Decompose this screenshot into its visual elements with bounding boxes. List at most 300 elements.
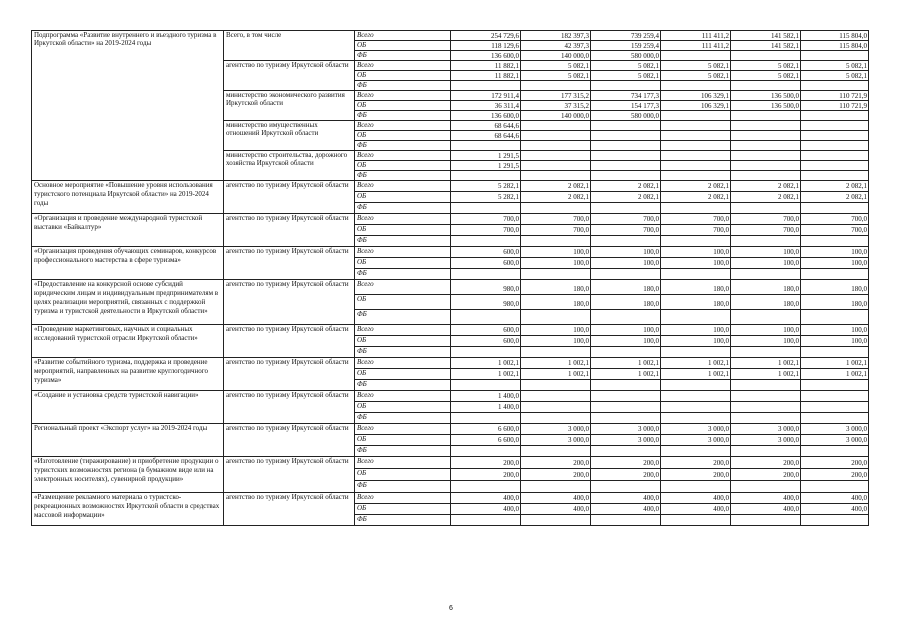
amount-cell: 200,0: [661, 457, 731, 469]
page-number: 6: [449, 605, 453, 612]
measure-name: «Изготовление (тиражирование) и приобретение продукции о туристских возможностях региона (в бумажном виде или на электронных носителях), сувенирной продукции»: [32, 457, 224, 493]
amount-cell: 700,0: [451, 225, 521, 236]
amount-cell: 100,0: [521, 258, 591, 269]
amount-cell: [661, 236, 731, 247]
amount-cell: 36 311,4: [451, 101, 521, 111]
executor-name: агентство по туризму Иркутской области: [224, 391, 355, 424]
amount-cell: 111 411,2: [661, 41, 731, 51]
amount-cell: 110 721,9: [801, 91, 869, 101]
amount-cell: 140 000,0: [521, 51, 591, 61]
amount-cell: 400,0: [731, 493, 801, 504]
amount-cell: 180,0: [521, 280, 591, 295]
amount-cell: [661, 413, 731, 424]
amount-cell: [801, 446, 869, 457]
amount-cell: [801, 121, 869, 131]
amount-cell: 180,0: [521, 295, 591, 310]
amount-cell: [801, 131, 869, 141]
amount-cell: 1 002,1: [661, 369, 731, 380]
funding-source: ФБ: [355, 413, 451, 424]
amount-cell: 200,0: [451, 457, 521, 469]
executor-name: агентство по туризму Иркутской области: [224, 280, 355, 325]
amount-cell: 3 000,0: [731, 424, 801, 435]
funding-source: Всего: [355, 457, 451, 469]
funding-source: ФБ: [355, 203, 451, 214]
amount-cell: 1 002,1: [451, 369, 521, 380]
amount-cell: 3 000,0: [591, 424, 661, 435]
amount-cell: [731, 151, 801, 161]
amount-cell: 1 002,1: [801, 358, 869, 369]
amount-cell: 11 882,1: [451, 71, 521, 81]
amount-cell: [661, 269, 731, 280]
amount-cell: 141 582,1: [731, 41, 801, 51]
amount-cell: [521, 380, 591, 391]
funding-source: ФБ: [355, 236, 451, 247]
amount-cell: [451, 515, 521, 526]
amount-cell: [521, 347, 591, 358]
amount-cell: 3 000,0: [801, 424, 869, 435]
amount-cell: 180,0: [731, 280, 801, 295]
amount-cell: 5 082,1: [731, 61, 801, 71]
funding-source: ОБ: [355, 504, 451, 515]
amount-cell: 700,0: [801, 225, 869, 236]
amount-cell: 6 600,0: [451, 435, 521, 446]
funding-source: ОБ: [355, 435, 451, 446]
amount-cell: 3 000,0: [521, 424, 591, 435]
funding-source: ОБ: [355, 402, 451, 413]
funding-source: Всего: [355, 214, 451, 225]
amount-cell: 100,0: [521, 336, 591, 347]
amount-cell: 3 000,0: [801, 435, 869, 446]
amount-cell: [661, 81, 731, 91]
table-row: [32, 214, 869, 225]
amount-cell: 1 002,1: [661, 358, 731, 369]
amount-cell: 110 721,9: [801, 101, 869, 111]
amount-cell: [591, 121, 661, 131]
amount-cell: 2 082,1: [801, 192, 869, 203]
amount-cell: [731, 203, 801, 214]
amount-cell: [451, 380, 521, 391]
amount-cell: 2 082,1: [521, 192, 591, 203]
funding-source: ОБ: [355, 469, 451, 481]
amount-cell: [521, 171, 591, 181]
amount-cell: 1 002,1: [591, 358, 661, 369]
funding-source: ФБ: [355, 310, 451, 325]
amount-cell: [731, 402, 801, 413]
amount-cell: [661, 380, 731, 391]
funding-source: Всего: [355, 121, 451, 131]
amount-cell: 118 129,6: [451, 41, 521, 51]
amount-cell: [521, 236, 591, 247]
amount-cell: 700,0: [801, 214, 869, 225]
amount-cell: 980,0: [451, 280, 521, 295]
amount-cell: [731, 347, 801, 358]
amount-cell: [801, 81, 869, 91]
amount-cell: [801, 151, 869, 161]
measure-name: «Развитие событийного туризма, поддержка и проведение мероприятий, направленных на развитие круглогодичного туризма»: [32, 358, 224, 391]
amount-cell: [521, 81, 591, 91]
measure-name: «Организация и проведение международной туристской выставки «Байкалтур»: [32, 214, 224, 247]
amount-cell: 180,0: [801, 295, 869, 310]
amount-cell: [731, 515, 801, 526]
amount-cell: 600,0: [451, 258, 521, 269]
funding-source: ФБ: [355, 481, 451, 493]
amount-cell: 2 082,1: [661, 181, 731, 192]
amount-cell: [591, 141, 661, 151]
amount-cell: 700,0: [731, 214, 801, 225]
table-row: [32, 457, 869, 469]
amount-cell: 100,0: [801, 336, 869, 347]
amount-cell: [661, 347, 731, 358]
amount-cell: [661, 515, 731, 526]
funding-source: ОБ: [355, 41, 451, 51]
executor-name: агентство по туризму Иркутской области: [224, 493, 355, 526]
amount-cell: 5 282,1: [451, 192, 521, 203]
amount-cell: 1 400,0: [451, 402, 521, 413]
amount-cell: 141 582,1: [731, 31, 801, 41]
amount-cell: 200,0: [731, 469, 801, 481]
amount-cell: [661, 391, 731, 402]
amount-cell: [731, 269, 801, 280]
amount-cell: [661, 111, 731, 121]
funding-source: ОБ: [355, 131, 451, 141]
amount-cell: 136 500,0: [731, 91, 801, 101]
amount-cell: 1 002,1: [521, 369, 591, 380]
amount-cell: 700,0: [661, 225, 731, 236]
amount-cell: [661, 161, 731, 171]
amount-cell: 140 000,0: [521, 111, 591, 121]
amount-cell: 1 400,0: [451, 391, 521, 402]
funding-source: ОБ: [355, 71, 451, 81]
amount-cell: [801, 347, 869, 358]
amount-cell: [451, 310, 521, 325]
amount-cell: 2 082,1: [801, 181, 869, 192]
amount-cell: 200,0: [661, 469, 731, 481]
amount-cell: 68 644,6: [451, 121, 521, 131]
amount-cell: 2 082,1: [521, 181, 591, 192]
amount-cell: [451, 141, 521, 151]
funding-source: ФБ: [355, 446, 451, 457]
amount-cell: [521, 141, 591, 151]
table-row: [32, 247, 869, 258]
amount-cell: [591, 203, 661, 214]
funding-source: Всего: [355, 91, 451, 101]
funding-source: ФБ: [355, 111, 451, 121]
amount-cell: [521, 151, 591, 161]
executor-name: министерство имущественных отношений Иркутской области: [224, 121, 355, 151]
amount-cell: 100,0: [591, 325, 661, 336]
amount-cell: 100,0: [801, 325, 869, 336]
amount-cell: [451, 446, 521, 457]
funding-source: ОБ: [355, 295, 451, 310]
amount-cell: [661, 402, 731, 413]
amount-cell: 400,0: [731, 504, 801, 515]
amount-cell: [591, 81, 661, 91]
measure-name: Подпрограмма «Развитие внутреннего и въездного туризма в Иркутской области» на 2019-2024 годы: [32, 31, 224, 181]
funding-source: Всего: [355, 247, 451, 258]
amount-cell: [521, 481, 591, 493]
executor-name: агентство по туризму Иркутской области: [224, 214, 355, 247]
amount-cell: 400,0: [801, 504, 869, 515]
amount-cell: 1 291,5: [451, 151, 521, 161]
amount-cell: 200,0: [451, 469, 521, 481]
amount-cell: [731, 131, 801, 141]
amount-cell: [801, 402, 869, 413]
amount-cell: 1 002,1: [521, 358, 591, 369]
amount-cell: 100,0: [661, 336, 731, 347]
amount-cell: 1 002,1: [731, 358, 801, 369]
amount-cell: 700,0: [661, 214, 731, 225]
amount-cell: [521, 391, 591, 402]
funding-source: ОБ: [355, 101, 451, 111]
amount-cell: 115 804,0: [801, 31, 869, 41]
funding-source: ФБ: [355, 81, 451, 91]
amount-cell: [521, 515, 591, 526]
amount-cell: 400,0: [801, 493, 869, 504]
amount-cell: 100,0: [521, 247, 591, 258]
measure-name: Региональный проект «Экспорт услуг» на 2019-2024 годы: [32, 424, 224, 457]
funding-source: ОБ: [355, 161, 451, 171]
amount-cell: [801, 236, 869, 247]
funding-source: ФБ: [355, 347, 451, 358]
amount-cell: [661, 131, 731, 141]
amount-cell: [801, 380, 869, 391]
amount-cell: 2 082,1: [731, 181, 801, 192]
amount-cell: 180,0: [661, 280, 731, 295]
funding-source: Всего: [355, 325, 451, 336]
funding-source: ОБ: [355, 336, 451, 347]
funding-source: ОБ: [355, 192, 451, 203]
amount-cell: 580 000,0: [591, 111, 661, 121]
amount-cell: [451, 347, 521, 358]
measure-name: «Организация проведения обучающих семинаров, конкурсов профессионального мастерства в сфере туризма»: [32, 247, 224, 280]
amount-cell: 400,0: [521, 504, 591, 515]
amount-cell: [521, 161, 591, 171]
amount-cell: [521, 310, 591, 325]
amount-cell: 106 329,1: [661, 91, 731, 101]
measure-name: «Проведение маркетинговых, научных и социальных исследований туристской отрасли Иркутской области»: [32, 325, 224, 358]
amount-cell: [801, 391, 869, 402]
amount-cell: 100,0: [731, 258, 801, 269]
amount-cell: [801, 141, 869, 151]
funding-source: Всего: [355, 391, 451, 402]
amount-cell: 600,0: [451, 336, 521, 347]
amount-cell: [731, 310, 801, 325]
amount-cell: 3 000,0: [661, 435, 731, 446]
funding-source: Всего: [355, 493, 451, 504]
executor-name: агентство по туризму Иркутской области: [224, 358, 355, 391]
amount-cell: 1 002,1: [731, 369, 801, 380]
table-row: [32, 358, 869, 369]
amount-cell: 200,0: [521, 457, 591, 469]
amount-cell: [591, 402, 661, 413]
amount-cell: 700,0: [591, 225, 661, 236]
amount-cell: [591, 347, 661, 358]
executor-name: агентство по туризму Иркутской области: [224, 424, 355, 457]
amount-cell: 3 000,0: [661, 424, 731, 435]
amount-cell: 111 411,2: [661, 31, 731, 41]
amount-cell: 37 315,2: [521, 101, 591, 111]
funding-source: ОБ: [355, 258, 451, 269]
table-row: [32, 424, 869, 435]
amount-cell: [731, 111, 801, 121]
amount-cell: [731, 380, 801, 391]
amount-cell: [591, 380, 661, 391]
amount-cell: 739 259,4: [591, 31, 661, 41]
amount-cell: 3 000,0: [521, 435, 591, 446]
amount-cell: 136 500,0: [731, 101, 801, 111]
amount-cell: [801, 161, 869, 171]
amount-cell: [521, 402, 591, 413]
amount-cell: 182 397,3: [521, 31, 591, 41]
amount-cell: 180,0: [591, 295, 661, 310]
amount-cell: [731, 413, 801, 424]
executor-name: агентство по туризму Иркутской области: [224, 247, 355, 280]
amount-cell: 5 082,1: [521, 61, 591, 71]
amount-cell: [801, 51, 869, 61]
amount-cell: 68 644,6: [451, 131, 521, 141]
amount-cell: 3 000,0: [731, 435, 801, 446]
funding-source: Всего: [355, 151, 451, 161]
amount-cell: 600,0: [451, 325, 521, 336]
amount-cell: 100,0: [801, 258, 869, 269]
amount-cell: [801, 171, 869, 181]
table-row: [32, 391, 869, 402]
amount-cell: 700,0: [731, 225, 801, 236]
funding-source: Всего: [355, 31, 451, 41]
amount-cell: [801, 111, 869, 121]
amount-cell: [591, 269, 661, 280]
amount-cell: [731, 171, 801, 181]
amount-cell: [591, 515, 661, 526]
amount-cell: 200,0: [591, 457, 661, 469]
amount-cell: 600,0: [451, 247, 521, 258]
amount-cell: 254 729,6: [451, 31, 521, 41]
budget-table: [31, 30, 869, 526]
amount-cell: 100,0: [521, 325, 591, 336]
amount-cell: 5 082,1: [521, 71, 591, 81]
executor-name: агентство по туризму Иркутской области: [224, 457, 355, 493]
amount-cell: [591, 131, 661, 141]
amount-cell: [661, 481, 731, 493]
measure-name: «Создание и установка средств туристской навигации»: [32, 391, 224, 424]
amount-cell: 200,0: [801, 469, 869, 481]
amount-cell: 180,0: [801, 280, 869, 295]
executor-name: министерство экономического развития Иркутской области: [224, 91, 355, 121]
amount-cell: [731, 481, 801, 493]
amount-cell: 200,0: [521, 469, 591, 481]
amount-cell: [521, 203, 591, 214]
table-row: [32, 493, 869, 504]
funding-source: Всего: [355, 280, 451, 295]
amount-cell: 100,0: [661, 325, 731, 336]
amount-cell: 5 082,1: [661, 71, 731, 81]
amount-cell: 5 082,1: [801, 71, 869, 81]
amount-cell: 734 177,3: [591, 91, 661, 101]
amount-cell: 6 600,0: [451, 424, 521, 435]
amount-cell: 100,0: [591, 258, 661, 269]
funding-source: ФБ: [355, 51, 451, 61]
amount-cell: [591, 481, 661, 493]
executor-name: агентство по туризму Иркутской области: [224, 61, 355, 91]
amount-cell: [591, 446, 661, 457]
amount-cell: 5 082,1: [591, 61, 661, 71]
amount-cell: [731, 391, 801, 402]
executor-name: агентство по туризму Иркутской области: [224, 181, 355, 214]
amount-cell: 2 082,1: [591, 181, 661, 192]
amount-cell: 42 397,3: [521, 41, 591, 51]
executor-name: Всего, в том числе: [224, 31, 355, 61]
amount-cell: [451, 203, 521, 214]
amount-cell: 159 259,4: [591, 41, 661, 51]
amount-cell: [661, 171, 731, 181]
amount-cell: 400,0: [661, 493, 731, 504]
executor-name: агентство по туризму Иркутской области: [224, 325, 355, 358]
amount-cell: 200,0: [731, 457, 801, 469]
amount-cell: [661, 141, 731, 151]
amount-cell: [521, 446, 591, 457]
amount-cell: [451, 269, 521, 280]
amount-cell: [521, 121, 591, 131]
executor-name: министерство строительства, дорожного хозяйства Иркутской области: [224, 151, 355, 181]
amount-cell: 154 177,3: [591, 101, 661, 111]
amount-cell: [731, 51, 801, 61]
amount-cell: 100,0: [591, 247, 661, 258]
amount-cell: [521, 131, 591, 141]
funding-source: Всего: [355, 424, 451, 435]
measure-name: «Размещение рекламного материала о туристско-рекреационных возможностях Иркутской области в средствах массовой информации»: [32, 493, 224, 526]
amount-cell: [801, 310, 869, 325]
amount-cell: [451, 481, 521, 493]
amount-cell: 200,0: [591, 469, 661, 481]
amount-cell: [661, 151, 731, 161]
amount-cell: 136 600,0: [451, 111, 521, 121]
funding-source: ФБ: [355, 515, 451, 526]
funding-source: Всего: [355, 358, 451, 369]
amount-cell: [801, 269, 869, 280]
funding-source: Всего: [355, 181, 451, 192]
amount-cell: [591, 310, 661, 325]
amount-cell: 400,0: [451, 493, 521, 504]
amount-cell: 5 082,1: [731, 71, 801, 81]
funding-source: ОБ: [355, 369, 451, 380]
amount-cell: 1 002,1: [451, 358, 521, 369]
amount-cell: [661, 203, 731, 214]
amount-cell: [591, 413, 661, 424]
amount-cell: [591, 161, 661, 171]
amount-cell: [801, 515, 869, 526]
funding-source: ФБ: [355, 380, 451, 391]
amount-cell: 115 804,0: [801, 41, 869, 51]
amount-cell: [591, 236, 661, 247]
table-row: [32, 181, 869, 192]
amount-cell: 177 315,2: [521, 91, 591, 101]
table-row: [32, 325, 869, 336]
amount-cell: [661, 51, 731, 61]
amount-cell: 5 082,1: [661, 61, 731, 71]
amount-cell: 3 000,0: [591, 435, 661, 446]
amount-cell: [731, 141, 801, 151]
funding-source: ФБ: [355, 171, 451, 181]
measure-name: «Предоставление на конкурсной основе субсидий юридическим лицам и индивидуальным предпринимателям в целях реализации мероприятий, связанных с поддержкой туризма и туристской деятельности в Иркутской области»: [32, 280, 224, 325]
amount-cell: 400,0: [591, 504, 661, 515]
amount-cell: 180,0: [591, 280, 661, 295]
amount-cell: [521, 413, 591, 424]
amount-cell: [731, 446, 801, 457]
amount-cell: [591, 151, 661, 161]
amount-cell: [451, 413, 521, 424]
amount-cell: [521, 269, 591, 280]
amount-cell: 180,0: [661, 295, 731, 310]
